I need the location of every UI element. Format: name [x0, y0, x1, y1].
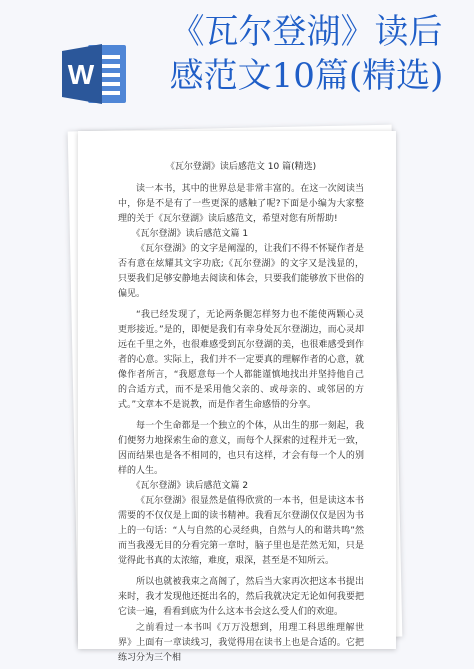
paragraph: “我已经发现了，无论两条腿怎样努力也不能使两颗心灵更形接近。”是的，即便是我们有幸身处瓦尔登湖边，而心灵却远在千里之外，也很难感受到瓦尔登湖的美，也很难感受到作者的心意。实际上，我们并不一定要真的理解作者的心意，就像作者所言，“我愿意每一个人都能谨慎地找出并坚持他自己的合适方式，而不是采用他父亲的、或母亲的、或邻居的方式。”文章本不是说教，而是作者生命感悟的分享。	[118, 310, 364, 410]
section-heading-2: 《瓦尔登湖》读后感范文篇 2	[131, 481, 249, 491]
title-line-2: 感范文10篇(精选)	[169, 56, 444, 96]
word-logo-icon	[62, 40, 130, 108]
page-title	[154, 10, 459, 98]
paragraph: 每一个生命都是一个独立的个体，从出生的那一刻起，我们便努力地探索生命的意义，而每个人探索的过程并无一致，因而结果也是各不相同的，也只有这样，才会有每一个人的别样的人生。	[118, 421, 364, 476]
document-title: 《瓦尔登湖》读后感范文 10 篇(精选)	[165, 162, 317, 172]
paragraph: 《瓦尔登湖》的文字是阐湿的，让我们不得不怀疑作者是否有意在炫耀其文字功底;《瓦尔登湖》的文字又是浅显的，只要我们足够安静地去阅读和体会，只要我们能够放下世俗的偏见。	[118, 244, 364, 299]
paragraph: 之前看过一本书叫《万万没想到，用理工科思维理解世界》上面有一章读线习，我觉得用在读书上也是合适的。它把练习分为三个相	[118, 623, 364, 663]
section-heading-1: 《瓦尔登湖》读后感范文篇 1	[131, 229, 249, 239]
header	[0, 0, 474, 118]
paragraph: 所以也就被我束之高阁了，然后当大家再次把这本书提出来时，我才发现他还挺出名的，然后我就决定无论如何我要把它读一遍，看看到底为什么这本书会这么受人们的欢迎。	[118, 577, 364, 617]
title-line-1: 《瓦尔登湖》读后	[170, 12, 443, 52]
paragraph: 《瓦尔登湖》很显然是值得欣赏的一本书，但是读这本书需要的不仅仅是上面的读书精神。我看瓦尔登湖仅仅是因为书上的一句话：“人与自然的心灵经典，自然与人的和谐共鸣”然而当我漫无目的分看完第一章时，脑子里也是茫然无知，只是觉得此书真的太浓缩，难度，艰深，甚至是不知所云。	[118, 496, 364, 566]
document-page	[78, 131, 396, 663]
word-logo-letter: W	[67, 59, 95, 90]
document-body	[118, 160, 364, 666]
paragraph-intro: 读一本书，其中的世界总是非常丰富的。在这一次阅读当中，你是不是有了一些更深的感触了呢?下面是小编为大家整理的关于《瓦尔登湖》读后感范文，希望对您有所帮助!	[118, 184, 364, 224]
